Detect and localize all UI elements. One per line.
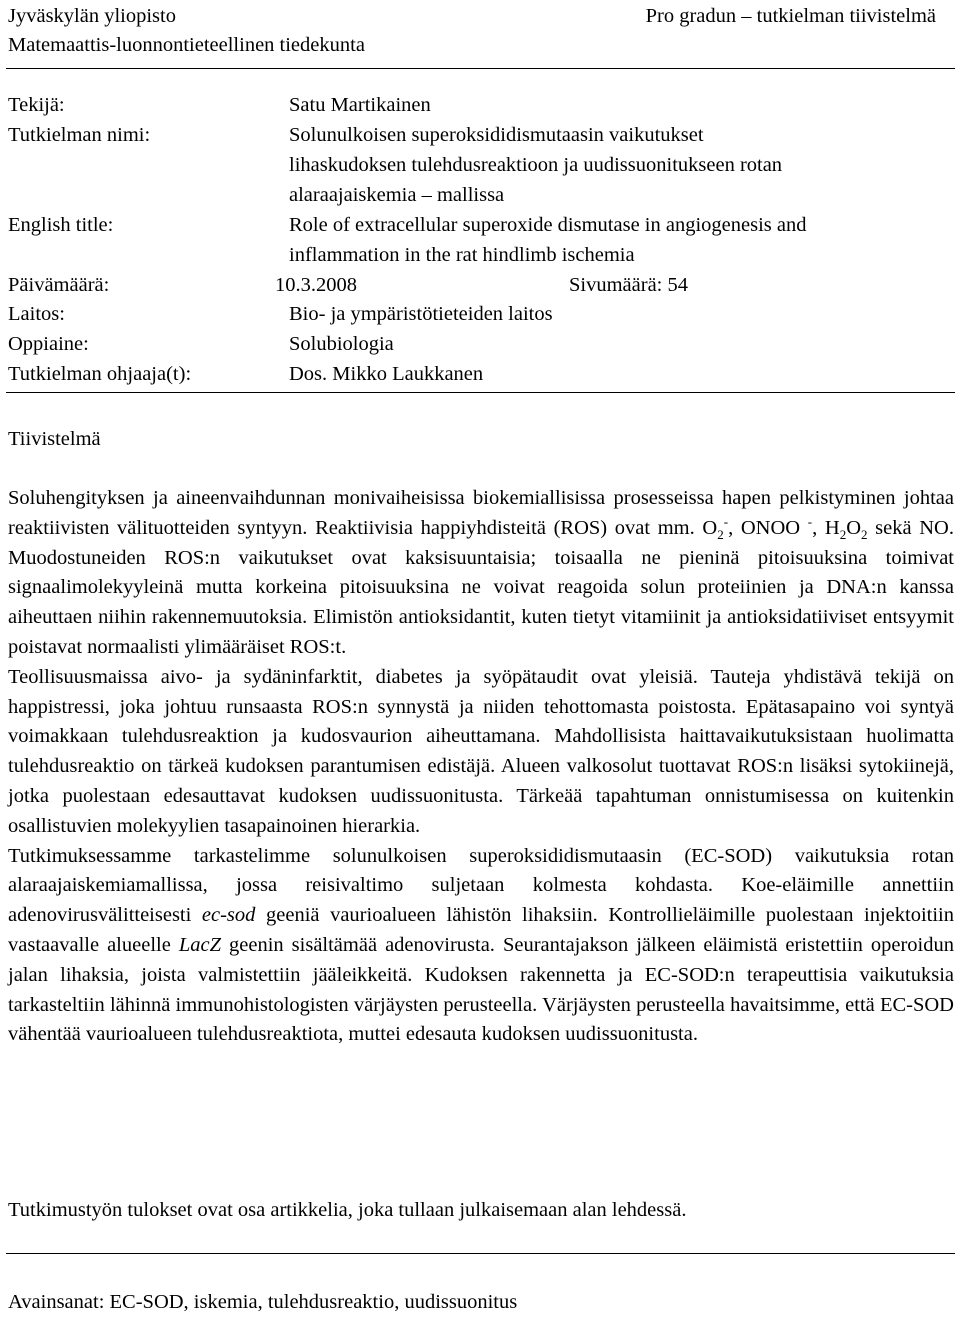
abstract-paragraph-4: Tutkimustyön tulokset ovat osa artikkelia, joka tullaan julkaisemaan alan lehdessä. (8, 1199, 687, 1221)
thesis-title-label: Tutkielman nimi: (8, 124, 151, 146)
abstract-body (8, 484, 954, 1050)
header-divider (6, 68, 955, 69)
keywords: Avainsanat: EC-SOD, iskemia, tulehdusreaktio, uudissuonitus (8, 1291, 518, 1313)
date-label: Päivämäärä: (8, 274, 110, 296)
thesis-title-line: alaraajaiskemia – mallissa (289, 184, 505, 206)
subject-value: Solubiologia (289, 333, 394, 355)
english-title-line: Role of extracellular superoxide dismutase in angiogenesis and (289, 214, 807, 236)
author-label: Tekijä: (8, 94, 65, 116)
date-value: 10.3.2008 (275, 274, 357, 296)
page-count-value: 54 (667, 274, 688, 296)
abstract-heading: Tiivistelmä (8, 428, 101, 450)
page-count (569, 270, 688, 300)
faculty-name: Matemaattis-luonnontieteellinen tiedekunta (8, 34, 365, 56)
header-left (8, 2, 365, 60)
thesis-title-line: lihaskudoksen tulehdusreaktioon ja uudissuonitukseen rotan (289, 154, 783, 176)
university-name: Jyväskylän yliopisto (8, 5, 176, 27)
supervisor-label: Tutkielman ohjaaja(t): (8, 363, 192, 385)
abstract-paragraph-1: Soluhengityksen ja aineenvaihdunnan monivaiheisissa biokemiallisissa prosesseissa hapen pelkistyminen johtaa reaktiivisten välituotteiden syntyyn. Reaktiivisia happiyhdisteitä (ROS) ovat mm. $O_2^-$, ONOO -, $H_2O_2$ sekä NO. Muodostuneiden ROS:n vaikutukset ovat kaksisuuntaisia; toisaalla ne pieninä pitoisuuksina toimivat signaalimolekyyleinä mutta korkeina pitoisuuksina ne voivat reagoida solun proteiinien ja DNA:n kanssa aiheuttaen niihin rakennemuutoksia. Elimistön antioksidantit, kuten tietyt vitamiinit ja antioksidatiiviset entsyymit poistavat normaalisti ylimääräiset ROS:t. (8, 487, 954, 658)
page-count-label: Sivumäärä: (569, 274, 663, 296)
meta-divider (6, 392, 955, 393)
subject-label: Oppiaine: (8, 333, 89, 355)
thesis-title-line: Solunulkoisen superoksididismutaasin vaikutukset (289, 124, 704, 146)
english-title-value (289, 210, 806, 270)
document-type: Pro gradun – tutkielman tiivistelmä (645, 5, 936, 27)
author-value: Satu Martikainen (289, 94, 431, 116)
english-title-label: English title: (8, 214, 114, 236)
abstract-paragraph-3: Tutkimuksessamme tarkastelimme solunulkoisen superoksididismutaasin (EC-SOD) vaikutuksia rotan alaraajaiskemiamallissa, jossa reisivaltimo suljetaan kolmesta kohdasta. Koe-eläimille annettiin adenovirusvälitteisesti ec-sod geeniä vaurioalueen lähistön lihaksiin. Kontrollieläimille puolestaan injektoitiin vastaavalle alueelle LacZ geenin sisältämää adenovirusta. Seurantajakson jälkeen eläimistä eristettiin operoidun jalan lihaksia, joista valmistettiin jääleikkeitä. Kudoksen rakennetta ja EC-SOD:n terapeuttisia vaikutuksia tarkasteltiin lähinnä immunohistologisten värjäysten perusteella. Värjäysten perusteella havaitsimme, että EC-SOD vähentää vaurioalueen tulehdusreaktiota, muttei edesauta kudoksen uudissuonitusta. (8, 844, 954, 1046)
footer-divider (6, 1253, 955, 1254)
department-label: Laitos: (8, 303, 65, 325)
supervisor-value: Dos. Mikko Laukkanen (289, 363, 484, 385)
abstract-paragraph-2: Teollisuusmaissa aivo- ja sydäninfarktit, diabetes ja syöpätaudit ovat yleisiä. Tauteja yhdistävä tekijä on happistressi, joka johtuu runsaasta ROS:n synnystä ja niiden tehottomasta poistosta. Epätasapaino voi syntyä voimakkaan tulehdusreaktion ja kudosvaurion aiheuttamana. Mahdollisista haittavaikutuksistaan huolimatta tulehdusreaktio on tärkeä kudoksen parantumisen edistäjä. Alueen valkosolut tuottavat ROS:n lisäksi sytokiinejä, jotka puolestaan edesauttavat kudoksen uudissuonitusta. Tärkeää tapahtuman onnistumisessa on kuitenkin osallistuvien molekyylien tasapainoinen hierarkia. (8, 665, 954, 837)
department-value: Bio- ja ympäristötieteiden laitos (289, 303, 553, 325)
english-title-line: inflammation in the rat hindlimb ischemia (289, 244, 635, 266)
thesis-title-value (289, 120, 782, 210)
